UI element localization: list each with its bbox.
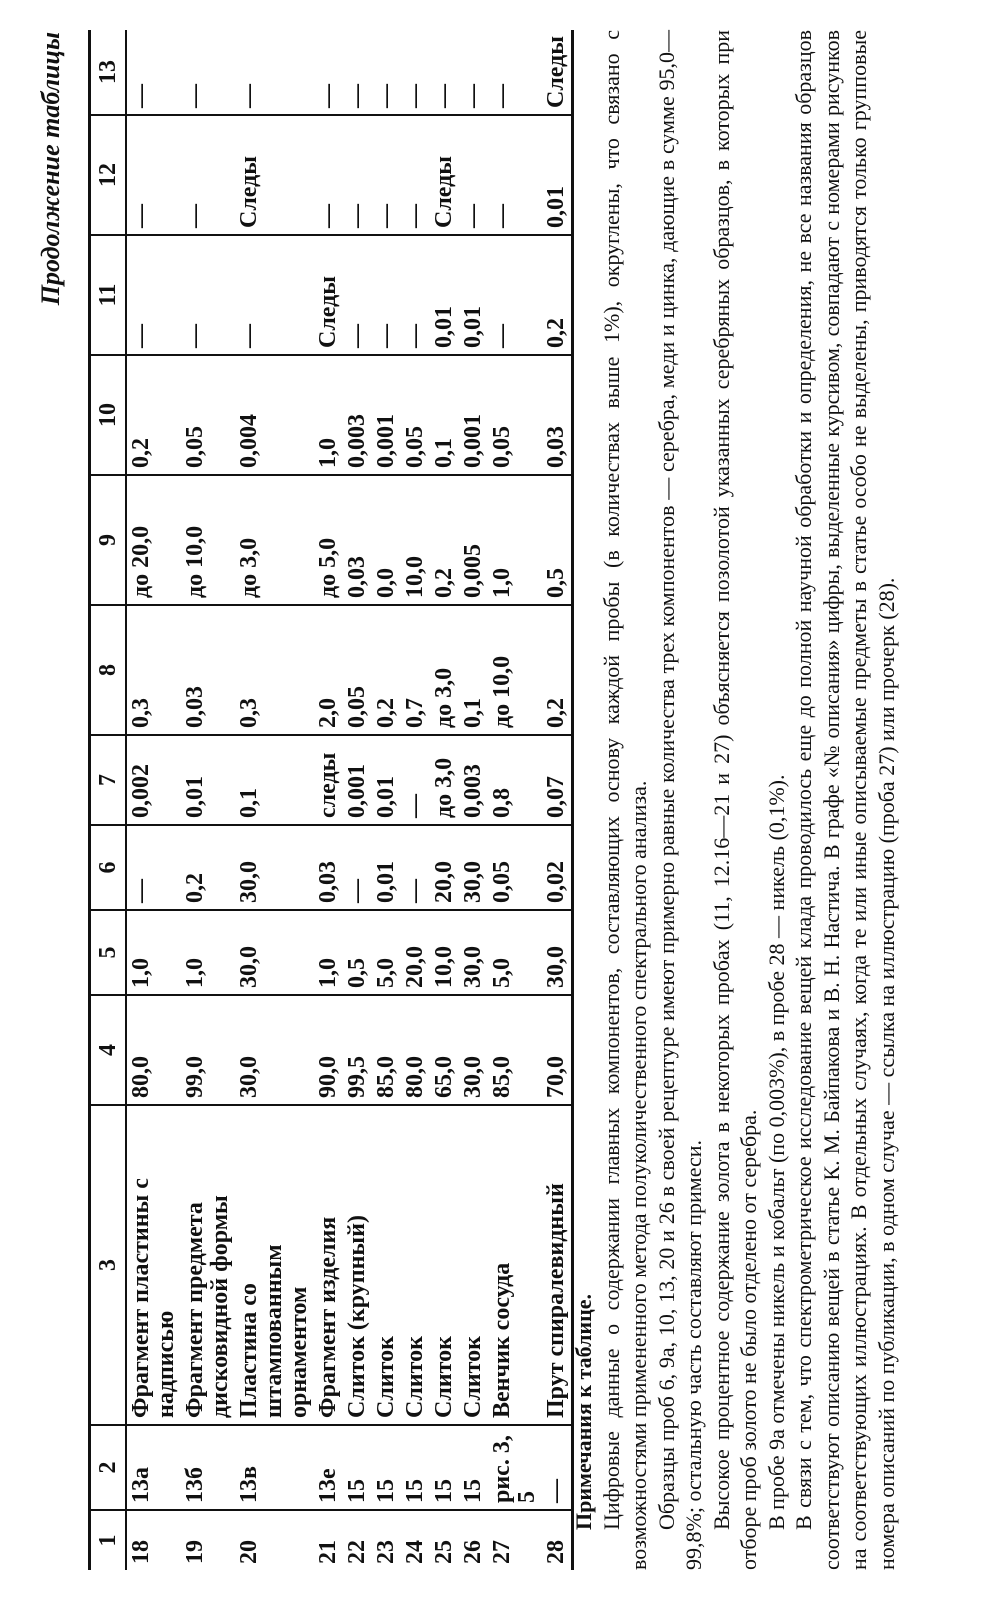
column-header-11: 11: [90, 235, 127, 355]
table-cell: 0,2: [126, 355, 181, 475]
table-cell: —: [126, 235, 181, 355]
table-cell: —: [488, 115, 542, 235]
table-cell: 0,5: [343, 910, 372, 995]
table-cell: —: [235, 30, 314, 115]
table-cell: 15: [430, 1425, 459, 1510]
table-cell: 0,1: [430, 355, 459, 475]
table-row: [126, 30, 181, 1570]
column-header-13: 13: [90, 30, 127, 115]
table-cell: 20,0: [401, 910, 430, 995]
table-cell: следы: [314, 735, 343, 825]
table-cell: 20,0: [430, 825, 459, 910]
table-cell: 30,0: [235, 825, 314, 910]
table-cell: 0,003: [343, 355, 372, 475]
table-row: [459, 30, 488, 1570]
sample-name-cell: Фрагмент изделия: [314, 1105, 343, 1425]
table-cell: Следы: [542, 30, 573, 115]
table-cell: 0,2: [542, 235, 573, 355]
table-cell: —: [401, 30, 430, 115]
table-cell: —: [126, 115, 181, 235]
table-cell: 0,01: [372, 825, 401, 910]
sample-name-cell: Слиток (крупный): [343, 1105, 372, 1425]
table-cell: 80,0: [126, 995, 181, 1105]
table-cell: 21: [315, 1540, 341, 1564]
table-cell: 0,3: [235, 605, 314, 735]
sample-name-cell: Слиток: [372, 1105, 401, 1425]
table-cell: 99,0: [181, 995, 235, 1105]
table-cell: 0,001: [372, 355, 401, 475]
sample-name-cell: Фрагмент пластины с надписью: [126, 1105, 181, 1425]
table-cell: 25: [431, 1540, 457, 1564]
table-cell: до 3,0: [430, 735, 459, 825]
table-cell: 0,03: [542, 355, 573, 475]
table-cell: 0,002: [126, 735, 181, 825]
table-cell: 28: [542, 1510, 573, 1570]
table-cell: —: [488, 30, 542, 115]
note-paragraph: Цифровые данные о содержании главных компонентов, составляющих основу каждой пробы (в количествах выше 1%), округлены, что связано с возможностями примененного метода полуколичественного спектрального анализа.: [598, 30, 651, 1570]
table-cell: 0,05: [401, 355, 430, 475]
table-cell: 2,0: [314, 605, 343, 735]
table-cell: —: [343, 825, 372, 910]
table-cell: 13е: [314, 1425, 343, 1510]
table-cell: 13в: [235, 1425, 314, 1510]
table-cell: —: [343, 235, 372, 355]
table-cell: 22: [344, 1540, 370, 1564]
table-cell: 0,8: [488, 735, 542, 825]
table-cell: 70,0: [542, 995, 573, 1105]
table-notes: [570, 30, 900, 1570]
sample-name-cell: Венчик сосуда: [488, 1105, 542, 1425]
table-cell: 0,05: [343, 605, 372, 735]
table-cell: 0,07: [542, 735, 573, 825]
table-cell: 30,0: [459, 995, 488, 1105]
table-cell: —: [459, 30, 488, 115]
table-cell: до 3,0: [430, 605, 459, 735]
note-paragraph: Высокое процентное содержание золота в некоторых пробах (11, 12.16—21 и 27) объясняется позолотой указанных серебряных образцов, в которых при отборе проб золото не было отделено от серебра.: [708, 30, 761, 1570]
table-cell: 5,0: [372, 910, 401, 995]
table-cell: 0,0: [372, 475, 401, 605]
table-row: [343, 30, 372, 1570]
column-header-5: 5: [90, 910, 127, 995]
table-cell: 13а: [126, 1425, 181, 1510]
table-cell: 85,0: [372, 995, 401, 1105]
note-paragraph: В связи с тем, что спектрометрическое исследование вещей клада проводилось еще до полной научной обработки и определения, не все названия образцов соответствуют описанию вещей в статье К. М. Байпакова и В. Н. Настича. В графе «№ описания» цифры, выделенные курсивом, совпадают с номерами рисунков на соответствующих иллюстрациях. В отдельных случаях, когда те или иные описываемые предметы в статье особо не выделены, приводятся только групповые номера описаний по публикации, в одном случае — ссылка на иллюстрацию (проба 27) или прочерк (28).: [791, 30, 899, 1570]
table-cell: 0,05: [488, 355, 542, 475]
table-cell: 30,0: [459, 825, 488, 910]
note-paragraph: Образцы проб 6, 9а, 10, 13, 20 и 26 в своей рецептуре имеют примерно равные количества трех компонентов — серебра, меди и цинка, дающие в сумме 95,0—99,8%; остальную часть составляют примеси.: [653, 30, 706, 1570]
table-row: [314, 30, 343, 1570]
column-header-3: 3: [90, 1105, 127, 1425]
table-cell: 1,0: [488, 475, 542, 605]
table-cell: 0,004: [235, 355, 314, 475]
table-cell: 30,0: [235, 910, 314, 995]
table-cell: 0,001: [459, 355, 488, 475]
analysis-table: [88, 30, 574, 1570]
table-cell: до 20,0: [126, 475, 181, 605]
table-cell: до 5,0: [314, 475, 343, 605]
table-cell: —: [181, 115, 235, 235]
table-cell: 0,01: [542, 115, 573, 235]
table-cell: —: [314, 30, 343, 115]
table-cell: Следы: [430, 115, 459, 235]
table-cell: —: [401, 735, 430, 825]
table-cell: —: [343, 115, 372, 235]
column-header-9: 9: [90, 475, 127, 605]
table-cell: 0,3: [126, 605, 181, 735]
note-paragraph: В пробе 9а отмечены никель и кобальт (по 0,003%), в пробе 28 — никель (0,1%).: [763, 774, 789, 1530]
table-cell: —: [488, 235, 542, 355]
table-cell: 1,0: [126, 910, 181, 995]
table-cell: 1,0: [314, 910, 343, 995]
table-cell: —: [372, 235, 401, 355]
table-cell: 90,0: [314, 995, 343, 1105]
table-cell: 1,0: [181, 910, 235, 995]
table-cell: 30,0: [459, 910, 488, 995]
table-cell: 65,0: [430, 995, 459, 1105]
table-cell: —: [542, 1425, 573, 1510]
table-cell: 20: [236, 1540, 262, 1564]
column-header-4: 4: [90, 995, 127, 1105]
table-cell: 30,0: [235, 995, 314, 1105]
table-cell: 0,1: [459, 605, 488, 735]
table-cell: 15: [343, 1425, 372, 1510]
table-row: [542, 30, 573, 1570]
table-cell: 0,2: [542, 605, 573, 735]
column-header-2: 2: [90, 1425, 127, 1510]
table-cell: 0,01: [459, 235, 488, 355]
table-cell: до 10,0: [181, 475, 235, 605]
table-cell: 0,1: [235, 735, 314, 825]
table-cell: —: [181, 235, 235, 355]
table-cell: —: [430, 30, 459, 115]
table-row: [235, 30, 314, 1570]
table-cell: 0,7: [401, 605, 430, 735]
table-cell: рис. 3, 5: [488, 1425, 542, 1510]
table-cell: до 10,0: [488, 605, 542, 735]
table-cell: 0,01: [430, 235, 459, 355]
table-cell: 15: [459, 1425, 488, 1510]
table-cell: 0,5: [542, 475, 573, 605]
table-cell: 0,01: [372, 735, 401, 825]
table-cell: 24: [402, 1540, 428, 1564]
table-cell: 26: [460, 1540, 486, 1564]
table-row: [401, 30, 430, 1570]
table-cell: 0,2: [181, 825, 235, 910]
table-cell: —: [372, 115, 401, 235]
notes-heading: Примечания к таблице.: [571, 1293, 596, 1530]
table-cell: —: [235, 235, 314, 355]
table-cell: 0,03: [314, 825, 343, 910]
table-cell: до 3,0: [235, 475, 314, 605]
table-cell: 10,0: [430, 910, 459, 995]
table-cell: —: [343, 30, 372, 115]
table-cell: 5,0: [488, 910, 542, 995]
sample-name-cell: Фрагмент предмета дисковидной формы: [181, 1105, 235, 1425]
table-cell: 0,005: [459, 475, 488, 605]
table-cell: 80,0: [401, 995, 430, 1105]
table-cell: 85,0: [488, 995, 542, 1105]
table-cell: 19: [182, 1540, 208, 1564]
column-header-8: 8: [90, 605, 127, 735]
table-cell: 23: [373, 1540, 399, 1564]
column-header-1: 1: [90, 1510, 127, 1570]
table-cell: 0,2: [430, 475, 459, 605]
table-cell: 99,5: [343, 995, 372, 1105]
column-header-6: 6: [90, 825, 127, 910]
table-cell: —: [372, 30, 401, 115]
table-cell: 0,03: [181, 605, 235, 735]
table-cell: 0,003: [459, 735, 488, 825]
table-cell: 1,0: [314, 355, 343, 475]
sample-name-cell: Пластина со штампованным орнаментом: [235, 1105, 314, 1425]
table-cell: 0,05: [488, 825, 542, 910]
column-header-12: 12: [90, 115, 127, 235]
table-cell: 18: [128, 1540, 154, 1564]
table-cell: 0,01: [181, 735, 235, 825]
table-cell: 13б: [181, 1425, 235, 1510]
table-cell: 27: [489, 1540, 515, 1564]
table-cell: 30,0: [542, 910, 573, 995]
table-header-row: [90, 30, 127, 1570]
table-cell: 15: [401, 1425, 430, 1510]
sample-name-cell: Прут спиралевидный: [542, 1105, 573, 1425]
table-cell: 0,2: [372, 605, 401, 735]
table-cell: —: [459, 115, 488, 235]
table-cell: Следы: [235, 115, 314, 235]
table-cell: 0,02: [542, 825, 573, 910]
table-cell: —: [314, 115, 343, 235]
table-cell: Следы: [314, 235, 343, 355]
table-row: [488, 30, 542, 1570]
table-cell: —: [401, 235, 430, 355]
table-cell: —: [126, 30, 181, 115]
table-cell: 0,05: [181, 355, 235, 475]
table-cell: —: [181, 30, 235, 115]
table-cell: 15: [372, 1425, 401, 1510]
table-row: [372, 30, 401, 1570]
table-cell: 0,001: [343, 735, 372, 825]
table-row: [181, 30, 235, 1570]
table-row: [430, 30, 459, 1570]
table-cell: —: [401, 115, 430, 235]
column-header-10: 10: [90, 355, 127, 475]
table-cell: —: [401, 825, 430, 910]
table-cell: —: [126, 825, 181, 910]
table-caption: Продолжение таблицы: [36, 32, 65, 306]
table-cell: 0,03: [343, 475, 372, 605]
sample-name-cell: Слиток: [401, 1105, 430, 1425]
column-header-7: 7: [90, 735, 127, 825]
sample-name-cell: Слиток: [430, 1105, 459, 1425]
sample-name-cell: Слиток: [459, 1105, 488, 1425]
table-cell: 10,0: [401, 475, 430, 605]
